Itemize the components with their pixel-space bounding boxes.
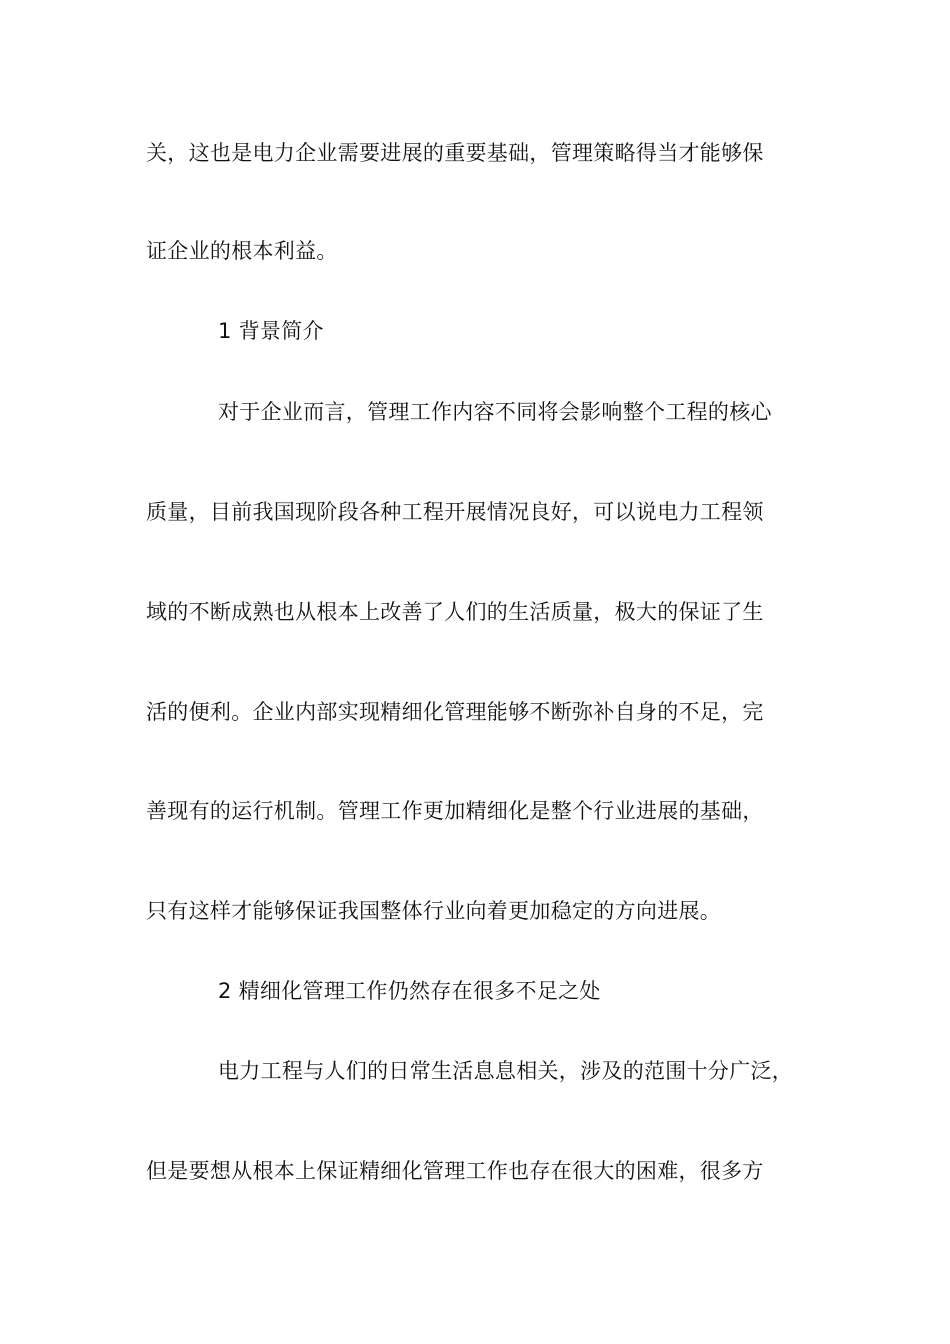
body-text-line: 关，这也是电力企业需要进展的重要基础，管理策略得当才能够保	[146, 141, 764, 165]
section-heading: 2 精细化管理工作仍然存在很多不足之处	[218, 979, 601, 1003]
body-text-line: 质量，目前我国现阶段各种工程开展情况良好，可以说电力工程领	[146, 500, 764, 524]
section-heading: 1 背景简介	[218, 319, 324, 343]
body-text-line: 活的便利。企业内部实现精细化管理能够不断弥补自身的不足，完	[146, 700, 764, 724]
body-text-line: 善现有的运行机制。管理工作更加精细化是整个行业进展的基础，	[146, 799, 764, 823]
body-text-line: 只有这样才能够保证我国整体行业向着更加稳定的方向进展。	[146, 899, 722, 923]
body-text-line: 但是要想从根本上保证精细化管理工作也存在很大的困难，很多方	[146, 1159, 764, 1183]
body-text-line: 证企业的根本利益。	[146, 239, 338, 263]
body-text-line: 域的不断成熟也从根本上改善了人们的生活质量，极大的保证了生	[146, 600, 764, 624]
body-text-line: 电力工程与人们的日常生活息息相关，涉及的范围十分广泛，	[218, 1059, 794, 1083]
body-text-line: 对于企业而言，管理工作内容不同将会影响整个工程的核心	[218, 400, 772, 424]
